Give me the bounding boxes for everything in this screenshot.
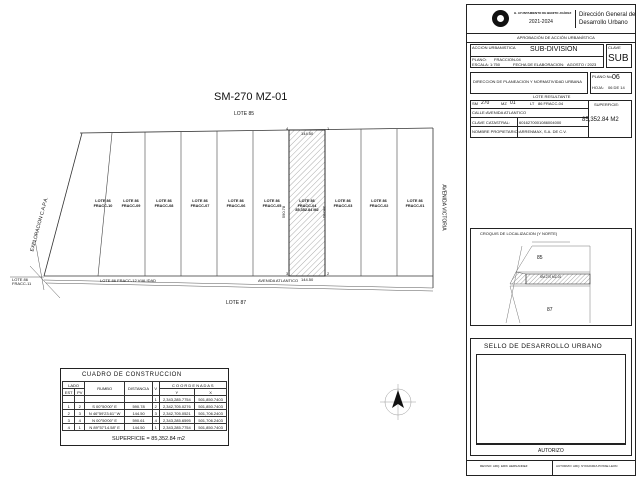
plano-label: PLANO: <box>472 57 487 62</box>
header-distancia: DISTANCIA <box>125 382 153 396</box>
table-row <box>63 403 227 410</box>
cell: 3 <box>63 417 75 424</box>
escala-label: ESCALA: <box>472 62 489 67</box>
construction-table <box>62 381 227 431</box>
header-y: Y <box>159 389 195 396</box>
table-row <box>63 417 227 424</box>
header-rumbo: RUMBO <box>85 382 125 396</box>
lt-value: 86 FRACC-04 <box>538 101 564 106</box>
catastral-label: CLAVE CATASTRAL: <box>472 120 511 125</box>
dim-bottom: 144.50 <box>301 277 314 282</box>
plano-no-value: 06 <box>612 74 620 81</box>
cell: 2,342,705.0521 <box>159 410 195 417</box>
autorizo-firma-label: AUTORIZO: ARQ. NYDIANIRA POSSE LEON <box>556 464 618 468</box>
dir-line2: Desarrollo Urbano <box>579 20 628 26</box>
org-period: 2021-2024 <box>529 19 553 25</box>
cell: S 00°50'00" E <box>85 403 125 410</box>
cell: 590.61 <box>125 417 153 424</box>
lote-bottom-label: LOTE 87 <box>226 300 247 306</box>
header-pv: PV <box>75 389 85 396</box>
cell: N 46°59'23.61" W <box>85 410 125 417</box>
top-boundary <box>80 128 433 133</box>
header-coordenadas: C O O R D E N A D A S <box>159 382 226 389</box>
table-row <box>63 424 227 431</box>
header-lado: LADO <box>63 382 85 389</box>
propietario-label: NOMBRE PROPIETARIO: <box>472 129 519 134</box>
calle-value: AVENIDA ATLANTICO <box>486 110 527 115</box>
cell: N 00°50'00" E <box>85 417 125 424</box>
cell: 501,850.7403 <box>195 396 227 403</box>
logo-icon <box>492 10 509 27</box>
propietario-value: ARRENMAX, S.A. DE C.V. <box>519 129 567 134</box>
construction-table-title: CUADRO DE CONSTRUCCION <box>82 372 182 378</box>
cell: 501,706.2403 <box>195 417 227 424</box>
cell: 144.50 <box>125 410 153 417</box>
calle-label: CALLE: <box>472 110 486 115</box>
cell: 2,343,285.7754 <box>159 424 195 431</box>
croquis-lote-label: SM-270 MZ-01 <box>540 275 562 279</box>
table-row <box>63 396 227 403</box>
reviso-label: REVISO: ARQ. ERIK HERNANDEZ <box>480 464 528 468</box>
cell: 4 <box>75 417 85 424</box>
cell: 3 <box>152 410 159 417</box>
approval-label: APROBACIÓN DE ACCIÓN URBANÍSTICA <box>517 35 595 40</box>
fecha-value: AGOSTO / 2023 <box>567 62 597 67</box>
table-row <box>63 410 227 417</box>
cell: 501,850.7403 <box>195 403 227 410</box>
header-x: X <box>195 389 227 396</box>
mz-label: MZ <box>501 101 507 106</box>
cell: 1 <box>75 424 85 431</box>
plano-value: FRACCION-04 <box>494 57 521 62</box>
escala-value: 1:750 <box>490 62 501 67</box>
lot-label: LOTE 86 FRACC-10 <box>93 199 113 208</box>
cell: 2 <box>63 410 75 417</box>
sm-value: 270 <box>481 100 490 106</box>
direccion-text: DIRECCION DE PLANEACION Y NORMATIVIDAD URBANA <box>473 79 582 84</box>
plano-no-label: PLANO No. <box>592 74 613 79</box>
cell: 590.78 <box>125 403 153 410</box>
cell: 2 <box>75 403 85 410</box>
mz-value: 01 <box>510 100 516 106</box>
lote-top-label: LOTE 85 <box>234 111 255 117</box>
lot-label: LOTE 86 FRACC-09 <box>121 199 141 208</box>
cell <box>125 396 153 403</box>
accion-value: SUB-DIVISION <box>530 46 578 53</box>
lot-label-highlight: LOTE 86 FRACC-04 85,352.84 M2 <box>295 199 319 213</box>
cell: 2,343,285.6595 <box>159 417 195 424</box>
side-right-dim: 590.61 <box>322 205 328 219</box>
cell <box>63 396 75 403</box>
corner-4: 4 <box>286 126 289 131</box>
cell: 2 <box>152 403 159 410</box>
cell: 4 <box>152 417 159 424</box>
cell: 3 <box>75 410 85 417</box>
dir-line1: Dirección General de <box>579 12 636 18</box>
side-left-dim: 590.78 <box>281 205 287 219</box>
north-arrow-icon <box>380 384 416 420</box>
lt-label: LT <box>530 101 535 106</box>
clave-label: CLAVE <box>608 45 621 50</box>
cell: 2,342,705.0276 <box>159 403 195 410</box>
corner-1: 1 <box>327 126 330 131</box>
sm-label: SM <box>472 101 478 106</box>
hoja-label: HOJA: <box>592 85 604 90</box>
autorizo-label: AUTORIZO <box>538 448 564 454</box>
hoja-value: 06 DE 14 <box>608 85 625 90</box>
plan-title: SM-270 MZ-01 <box>214 91 288 103</box>
fecha-label: FECHA DE ELABORACION: <box>513 62 565 67</box>
dim-top: 144.50 <box>301 131 314 136</box>
lot-label: LOTE 86 FRACC-05 <box>262 199 282 208</box>
lot-label: LOTE 86 FRACC-07 <box>190 199 210 208</box>
cell: 2,343,285.7754 <box>159 396 195 403</box>
cell <box>85 396 125 403</box>
lot-label: LOTE 86 FRACC-01 <box>405 199 425 208</box>
superficie-value-display: 85,352.84 M2 <box>582 117 619 123</box>
cell: 501,850.7403 <box>195 424 227 431</box>
croquis-lote-87: 87 <box>547 307 553 313</box>
cell: 4 <box>63 424 75 431</box>
cell: 1 <box>152 424 159 431</box>
left-boundary <box>44 133 82 276</box>
corner-2: 2 <box>327 271 330 276</box>
lot-label: LOTE 86 FRACC-08 <box>154 199 174 208</box>
cell: 1 <box>152 396 159 403</box>
avenue-left-label: EXPLORACION C.A.P.A. <box>29 196 50 253</box>
cell: 501,706.2403 <box>195 410 227 417</box>
header-est: EST <box>63 389 75 396</box>
cell: 144.50 <box>125 424 153 431</box>
cell: N 89°57'14.58" E <box>85 424 125 431</box>
sello-stamp-area <box>476 354 626 444</box>
avenue-right-label: AVENIDA VICTORIA <box>440 184 447 231</box>
cell: 1 <box>63 403 75 410</box>
croquis-lote-85: 85 <box>537 255 543 261</box>
accion-label: ACCION URBANISTICA <box>472 45 516 50</box>
construction-superficie: SUPERFICIE = 85,352.84 m2 <box>112 436 185 442</box>
lote-left-label: LOTE 86 FRACC-11 <box>12 277 32 286</box>
cell <box>75 396 85 403</box>
header-v: V <box>152 382 159 396</box>
croquis-title: CROQUIS DE LOCALIZACION (Y NORTE) <box>480 231 558 236</box>
bottom-street-right-label: AVENIDA ATLANTICO <box>258 278 299 283</box>
catastral-value: 6016270001086004000 <box>519 120 562 125</box>
lot-label: LOTE 86 FRACC-03 <box>333 199 353 208</box>
corner-3: 3 <box>286 271 289 276</box>
lot-label: LOTE 86 FRACC-02 <box>369 199 389 208</box>
clave-value: SUB <box>608 53 629 64</box>
superficie-label: SUPERFICIE: <box>594 102 620 107</box>
org-name: H. AYUNTAMIENTO DE BENITO JUÁREZ <box>514 11 572 15</box>
lot-label: LOTE 86 FRACC-06 <box>226 199 246 208</box>
lote-resultante-title: LOTE RESULTANTE <box>533 94 571 99</box>
bottom-street-label: LOTE 86 FRACC-12 VIALIDAD <box>100 278 157 283</box>
sello-title: SELLO DE DESARROLLO URBANO <box>484 343 603 350</box>
